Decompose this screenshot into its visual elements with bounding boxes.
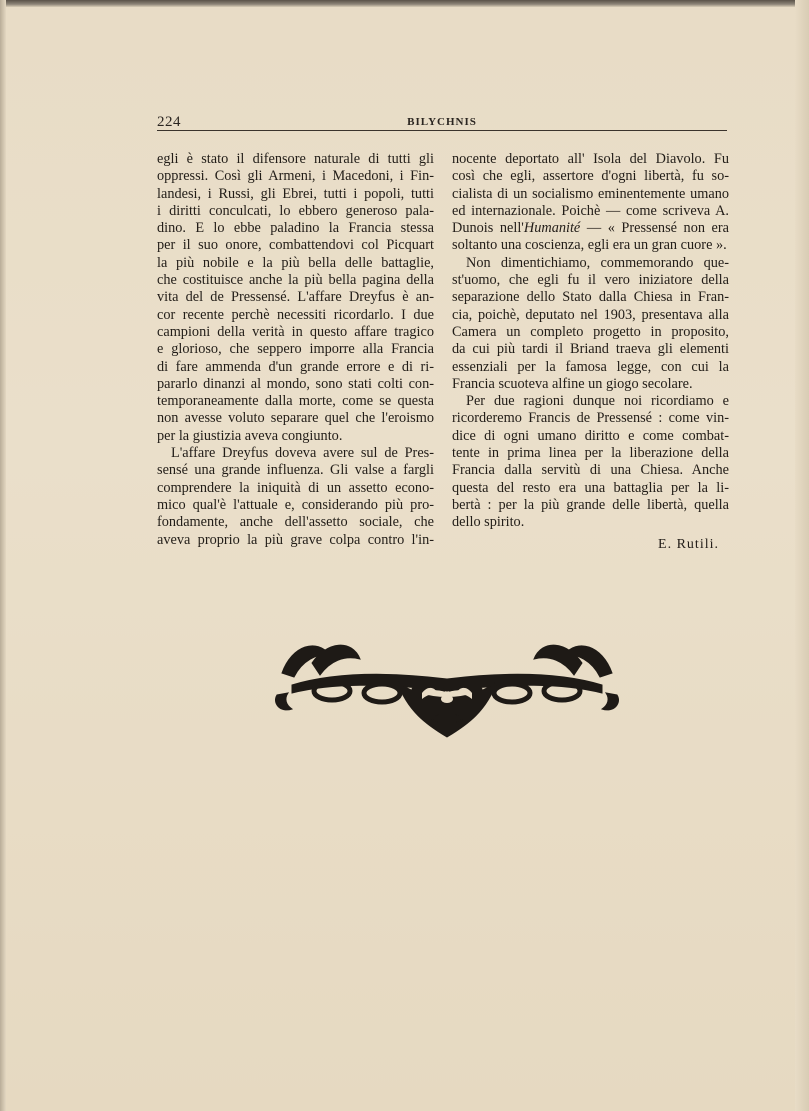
- left-column: [157, 151, 434, 549]
- text-line: cia, poichè, deputato nel 1903, presentava alla: [452, 306, 729, 323]
- text-line: i diritti conculcati, lo ebbero generoso pala-: [157, 202, 434, 219]
- text-line: sensé una grande influenza. Gli valse a fargli: [157, 462, 434, 479]
- journal-title: Humanité: [523, 220, 581, 237]
- text-line: soltanto una coscienza, egli era un gran cuore ».: [452, 237, 727, 254]
- text-line: Per due ragioni dunque noi ricordiamo e: [466, 393, 729, 410]
- text-segment: Dunois nell': [452, 220, 524, 237]
- header-rule: [157, 130, 727, 131]
- page-number: 224: [157, 114, 181, 130]
- text-line: vita del de Pressensé. L'affare Dreyfus è an-: [157, 289, 434, 306]
- text-line: separazione dello Stato dalla Chiesa in Fran-: [452, 289, 729, 306]
- text-line: L'affare Dreyfus doveva avere sul de Pres-: [171, 445, 434, 462]
- text-line: fondamente, anche dell'assetto sociale, che: [157, 514, 434, 531]
- text-line: nocente deportato all' Isola del Diavolo. Fu: [452, 151, 729, 167]
- text-line: dello spirito.: [452, 514, 525, 531]
- text-line: egli è stato il difensore naturale di tutti gli: [157, 151, 434, 167]
- text-line: cor recente perchè necessiti ricordarlo. I due: [157, 306, 434, 323]
- page-right-edge: [795, 0, 809, 1111]
- text-line: st'uomo, che egli fu il vero iniziatore della: [452, 272, 729, 289]
- text-line: la più nobile e la più bella delle battaglie,: [157, 254, 434, 271]
- text-line: essenziali per la famosa legge, con cui la: [452, 358, 729, 375]
- text-line: mico qual'è l'attuale e, considerando più pro-: [157, 496, 434, 513]
- text-line: Non dimentichiamo, commemorando que-: [466, 254, 729, 271]
- text-line: ed internazionale. Poichè — come scriveva A.: [452, 202, 729, 219]
- text-line: comprendere la iniquità di un assetto econo-: [157, 479, 434, 496]
- text-line: dino. E lo ebbe paladino la Francia stessa: [157, 220, 434, 237]
- text-line: Francia dalla servitù di una Chiesa. Anche: [452, 462, 729, 479]
- text-line: di fare ammenda d'un grande errore e di ri-: [157, 358, 434, 375]
- text-line: oppressi. Così gli Armeni, i Macedoni, i Fin-: [157, 168, 434, 185]
- text-line: landesi, i Russi, gli Ebrei, tutti i popoli, tutti: [157, 185, 434, 202]
- running-title: BILYCHNIS: [407, 116, 477, 128]
- text-line: da cui più tardi il Briand traeva gli elementi: [452, 341, 729, 358]
- text-line: ricorderemo Francis de Pressensé : come vin-: [452, 410, 729, 427]
- text-line: Francia scuoteva alfine un giogo secolare.: [452, 375, 693, 392]
- text-line: bertà : per la più grande delle libertà, quella: [452, 496, 729, 513]
- page-left-edge: [0, 0, 6, 1111]
- text-line: e glorioso, che seppero imporre alla Francia: [157, 341, 434, 358]
- text-line: [452, 220, 729, 237]
- text-segment: — « Pressensé non era: [580, 220, 729, 237]
- text-line: che costituisce anche la più bella pagina della: [157, 272, 434, 289]
- author-signature: E. Rutili.: [658, 536, 719, 552]
- page-top-edge: [0, 0, 809, 7]
- text-line: per il suo onore, combattendovi col Picquart: [157, 237, 434, 254]
- text-line: non avesse voluto separare quel che l'eroismo: [157, 410, 434, 427]
- text-line: per la giustizia aveva congiunto.: [157, 427, 343, 444]
- floral-ornament-icon: [272, 633, 622, 745]
- text-line: dice di ogni umano diritto e come combat-: [452, 427, 729, 444]
- text-line: tente in prima linea per la liberazione della: [452, 445, 729, 462]
- text-line: così che egli, assertore d'ogni libertà, fu so-: [452, 168, 729, 185]
- text-line: campioni della verità in questo affare tragico: [157, 323, 434, 340]
- text-line: aveva proprio la più grave colpa contro l'in-: [157, 531, 434, 548]
- text-line: questa del resto era una battaglia per la li-: [452, 479, 729, 496]
- text-line: Camera un completo progetto in proposito,: [452, 323, 729, 340]
- text-line: temporaneamente dalla morte, come se questa: [157, 393, 434, 410]
- text-line: cialista di un socialismo eminentemente umano: [452, 185, 729, 202]
- text-line: pararlo dinanzi al mondo, sono stati colti con-: [157, 375, 434, 392]
- right-column: [452, 151, 729, 553]
